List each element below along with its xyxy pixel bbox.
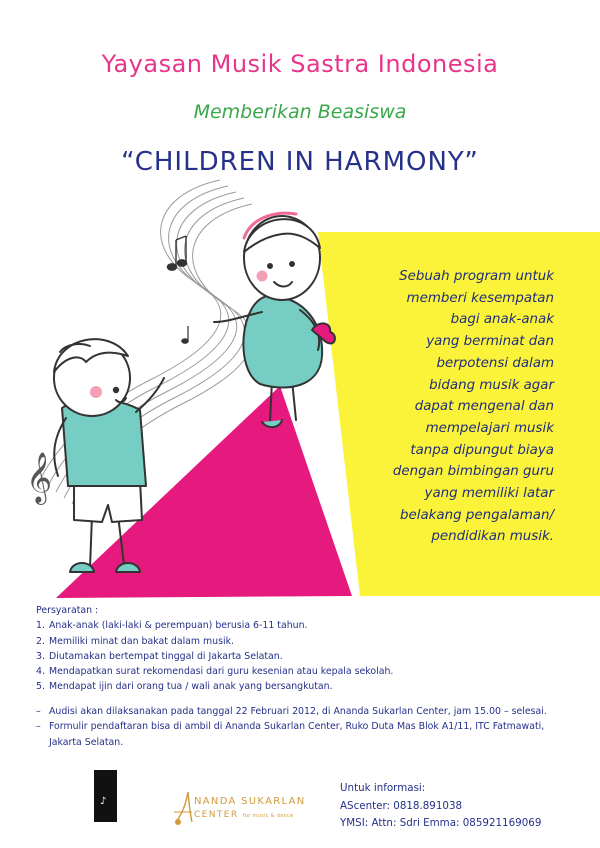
program-description <box>284 266 554 548</box>
note-item <box>36 735 596 750</box>
requirement-text: Memiliki minat dan bakat dalam musik. <box>49 635 235 647</box>
description-line: dengan bimbingan guru <box>392 464 554 480</box>
requirement-text: Mendapat ijin dari orang tua / wali anak yang bersangkutan. <box>49 681 333 693</box>
requirement-item <box>36 679 576 694</box>
notes <box>36 704 596 750</box>
ananda-center <box>194 810 293 820</box>
ananda-logo-icon <box>172 788 194 828</box>
requirement-number: 2. <box>36 635 45 647</box>
ananda-center-word: CENTER <box>194 810 239 820</box>
ananda-sukarlan-logo <box>172 788 322 828</box>
description-line: yang berminat dan <box>426 334 554 350</box>
description-line: memberi kesempatan <box>406 290 554 306</box>
requirement-item <box>36 634 576 649</box>
requirement-number: 5. <box>36 681 45 693</box>
description-line: bidang musik agar <box>429 377 554 393</box>
treble-clef-icon: 𝄞 <box>26 452 53 503</box>
ananda-name: NANDA SUKARLAN <box>194 796 306 807</box>
contact-ymsi: YMSI: Attn: Sdri Emma: 085921169069 <box>340 817 542 829</box>
note-item <box>36 704 596 719</box>
small-note-icon <box>182 326 188 343</box>
description-line: bagi anak-anak <box>450 312 554 328</box>
contact-heading: Untuk informasi: <box>340 782 426 794</box>
requirement-item <box>36 649 576 664</box>
description-line: belakang pengalaman/ <box>400 507 554 523</box>
description-line: yang memiliki latar <box>424 486 554 502</box>
note-text: Audisi akan dilaksanakan pada tanggal 22 Februari 2012, di Ananda Sukarlan Center, jam 15.00 – selesai. <box>49 706 547 717</box>
contact-ascenter: AScenter: 0818.891038 <box>340 799 463 812</box>
note-item <box>36 719 596 734</box>
description-line: tanpa dipungut biaya <box>410 442 554 458</box>
note-dash: – <box>36 706 41 717</box>
requirement-text: Anak-anak (laki-laki & perempuan) berusia 6-11 tahun. <box>49 620 308 632</box>
note-dash: – <box>36 721 41 733</box>
program-title: “CHILDREN IN HARMONY” <box>121 147 479 177</box>
requirement-number: 3. <box>36 650 45 662</box>
requirements <box>36 603 576 695</box>
requirement-number: 1. <box>36 620 45 632</box>
note-text: Jakarta Selatan. <box>49 736 124 748</box>
description-line: mempelajari musik <box>425 420 554 436</box>
ymsi-logo <box>94 770 117 822</box>
requirement-item <box>36 618 576 633</box>
foundation-title: Yayasan Musik Sastra Indonesia <box>101 50 499 78</box>
ymsi-logo-mark: ♪ <box>100 796 107 807</box>
description-line: Sebuah program untuk <box>399 269 554 284</box>
ananda-tagline: for music & dance <box>242 813 294 819</box>
requirements-heading: Persyaratan : <box>36 605 99 616</box>
description-line: berpotensi dalam <box>436 355 554 371</box>
requirement-text: Diutamakan bertempat tinggal di Jakarta Selatan. <box>49 650 283 662</box>
note-text: Formulir pendaftaran bisa di ambil di Ananda Sukarlan Center, Ruko Duta Mas Blok A1/11, ITC Fatmawati, <box>49 721 545 733</box>
contact-info <box>340 780 590 833</box>
description-line: pendidikan musik. <box>431 529 554 545</box>
requirement-item <box>36 664 576 679</box>
description-line: dapat mengenal dan <box>414 399 554 415</box>
requirement-number: 4. <box>36 666 45 678</box>
requirement-text: Mendapatkan surat rekomendasi dari guru kesenian atau kepala sekolah. <box>49 666 394 678</box>
scholarship-subtitle: Memberikan Beasiswa <box>193 101 407 123</box>
